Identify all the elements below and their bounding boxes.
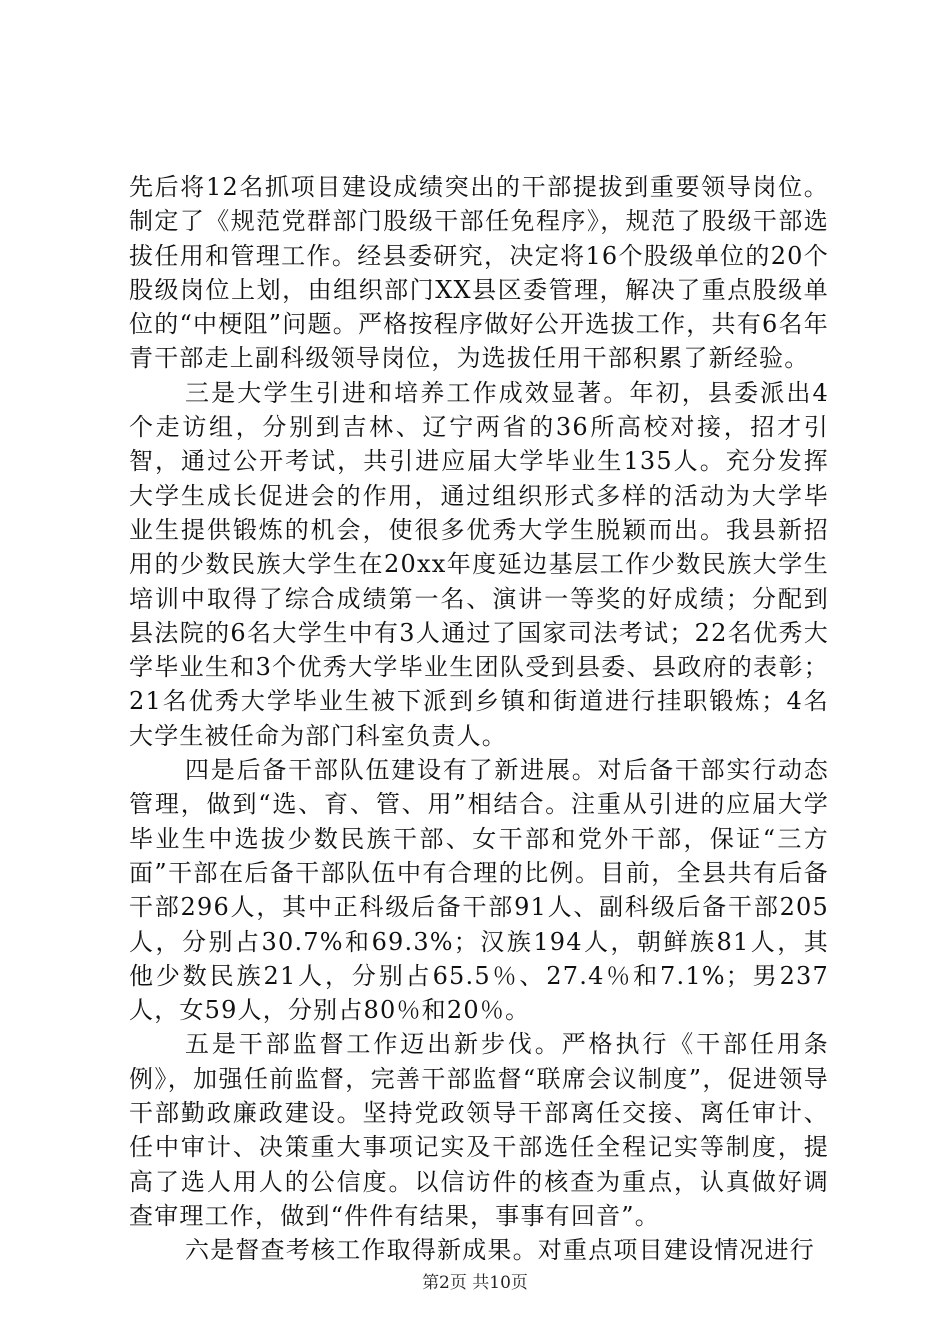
paragraph-2: 三是大学生引进和培养工作成效显著。年初，县委派出4个走访组，分别到吉林、辽宁两省的36所高校对接，招才引智，通过公开考试，共引进应届大学毕业生135人。充分发挥大学生成长促进会的作用，通过组织形式多样的活动为大学毕业生提供锻炼的机会，使很多优秀大学生脱颖而出。我县新招用的少数民族大学生在20xx年度延边基层工作少数民族大学生培训中取得了综合成绩第一名、演讲一等奖的好成绩；分配到县法院的6名大学生中有3人通过了国家司法考试；22名优秀大学毕业生和3个优秀大学毕业生团队受到县委、县政府的表彰；21名优秀大学毕业生被下派到乡镇和街道进行挂职锻炼；4名大学生被任命为部门科室负责人。 [129,378,829,750]
page-number-footer: 第2页 共10页 [422,1273,528,1293]
document-body [129,170,829,1268]
paragraph-5: 六是督查考核工作取得新成果。对重点项目建设情况进行 [185,1236,815,1265]
paragraph-3: 四是后备干部队伍建设有了新进展。对后备干部实行动态管理，做到“选、育、管、用”相结合。注重从引进的应届大学毕业生中选拔少数民族干部、女干部和党外干部，保证“三方面”干部在后备干部队伍中有合理的比例。目前，全县共有后备干部296人，其中正科级后备干部91人、副科级后备干部205人，分别占30.7%和69.3%；汉族194人，朝鲜族81人，其他少数民族21人，分别占65.5％、27.4％和7.1%；男237人，女59人，分别占80％和20％。 [129,756,829,1025]
paragraph-1: 先后将12名抓项目建设成绩突出的干部提拔到重要领导岗位。制定了《规范党群部门股级干部任免程序》，规范了股级干部选拔任用和管理工作。经县委研究，决定将16个股级单位的20个股级岗位上划，由组织部门XX县区委管理，解决了重点股级单位的“中梗阻”问题。严格按程序做好公开选拔工作，共有6名年青干部走上副科级领导岗位，为选拔任用干部积累了新经验。 [129,173,829,373]
paragraph-4: 五是干部监督工作迈出新步伐。严格执行《干部任用条例》，加强任前监督，完善干部监督“联席会议制度”，促进领导干部勤政廉政建设。坚持党政领导干部离任交接、离任审计、任中审计、决策重大事项记实及干部选任全程记实等制度，提高了选人用人的公信度。以信访件的核查为重点，认真做好调查审理工作，做到“件件有结果，事事有回音”。 [129,1030,829,1230]
